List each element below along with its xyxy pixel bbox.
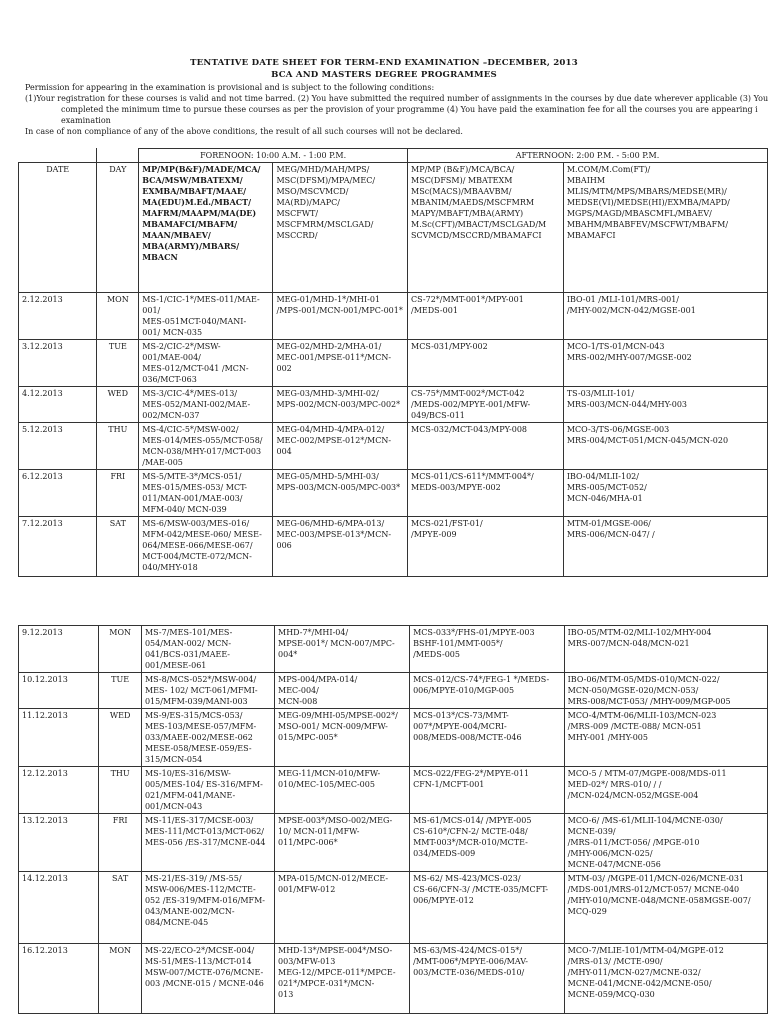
table-row xyxy=(19,626,768,673)
afternoon-courses-2: TS-03/MLII-101/ MRS-003/MCN-044/MHY-003 xyxy=(566,389,688,409)
afternoon-courses-2: MTM-01/MGSE-006/ MRS-006/MCN-047/ / xyxy=(566,519,655,539)
forenoon-courses-2: MPA-015/MCN-012/MECE- 001/MFW-012 xyxy=(278,874,389,894)
table-row xyxy=(19,814,768,872)
afternoon-courses-2: IBO-06/MTM-05/MDS-010/MCN-022/ MCN-050/MGSE-020/MCN-053/ MRS-008/MCT-053/ /MHY-009/MGP-005 xyxy=(567,675,731,706)
schedule-rows-1 xyxy=(19,293,768,577)
forenoon-courses-2: MEG-11/MCN-010/MFW- 010/MEC-105/MEC-005 xyxy=(278,769,381,789)
table-row xyxy=(19,293,768,340)
date-cell: 3.12.2013 xyxy=(22,342,63,351)
afternoon-courses-2: MCO-7/MLIE-101/MTM-04/MGPE-012 /MRS-013/ /MCTE-090/ /MHY-011/MCN-027/MCNE-032/ MCNE-041/MCNE-042/MCNE-050/ MCNE-059/MCQ-030 xyxy=(567,946,724,999)
date-cell: 4.12.2013 xyxy=(22,389,63,398)
date-cell: 16.12.2013 xyxy=(22,946,68,955)
day-cell: WED xyxy=(107,389,129,398)
condition-text-3: examination xyxy=(61,116,111,125)
day-column-header: DAY xyxy=(97,163,139,293)
day-cell: WED xyxy=(109,711,131,720)
date-cell: 6.12.2013 xyxy=(22,472,63,481)
date-column-header: DATE xyxy=(19,163,97,293)
forenoon-programmes-1: MP/MP(B&F)/MADE/MCA/ BCA/MSW/MBATEXM/ EXMBA/MBAFT/MAAE/ MA(EDU)M.Ed./MBACT/ MAFRM/MAAPM/MA(DE) MBAMAFCI/MBAFM/ MAAN/MBAEV/ MBA(ARMY)/MBARS/ MBACN xyxy=(142,164,261,262)
forenoon-courses-2: MEG-09/MHI-05/MPSE-002*/ MSO-001/ MCN-009/MFW- 015/MPC-005* xyxy=(278,711,398,742)
afternoon-courses-1: MCS-032/MCT-043/MPY-008 xyxy=(411,425,528,434)
forenoon-courses-1: MS-4/CIC-5*/MSW-002/ MES-014/MES-055/MCT-058/ MCN-038/MHY-017/MCT-003 /MAE-005 xyxy=(142,425,263,467)
table-row xyxy=(19,470,768,517)
blank-header-cell xyxy=(97,149,139,163)
date-cell: 9.12.2013 xyxy=(22,628,63,637)
afternoon-courses-1: MS-62/ MS-423/MCS-023/ CS-66/CFN-3/ /MCTE-035/MCFT- 006/MPYE-012 xyxy=(413,874,549,905)
afternoon-courses-2: MCO-1/TS-01/MCN-043 MRS-002/MHY-007/MGSE-002 xyxy=(566,342,692,362)
afternoon-courses-2: MCO-3/TS-06/MGSE-003 MRS-004/MCT-051/MCN-045/MCN-020 xyxy=(566,425,729,445)
forenoon-courses-2: MEG-05/MHD-5/MHI-03/ MPS-003/MCN-005/MPC-003* xyxy=(276,472,401,492)
afternoon-courses-2: IBO-01 /MLI-101/MRS-001/ /MHY-002/MCN-042/MGSE-001 xyxy=(566,295,696,315)
forenoon-courses-1: MS-22/ECO-2*/MCSE-004/ MS-51/MES-113/MCT-014 MSW-007/MCTE-076/MCNE- 003 /MCNE-015 / MCNE-046 xyxy=(144,946,264,988)
forenoon-courses-2: MEG-06/MHD-6/MPA-013/ MEC-003/MPSE-013*/MCN- 006 xyxy=(276,519,392,550)
table-row xyxy=(19,423,768,470)
table-row xyxy=(19,709,768,767)
conditions-intro: Permission for appearing in the examination is provisional and is subject to the following conditions: xyxy=(25,83,435,92)
forenoon-courses-2: MPSE-003*/MSO-002/MEG- 10/ MCN-011/MFW- 011/MPC-006* xyxy=(278,816,393,847)
date-cell: 5.12.2013 xyxy=(22,425,63,434)
forenoon-courses-2: MHD-13*/MPSE-004*/MSO- 003/MFW-013 MEG-12//MPCE-011*/MPCE- 021*/MPCE-031*/MCN- 013 xyxy=(278,946,396,999)
schedule-rows-2 xyxy=(19,626,768,1014)
page-subtitle: BCA AND MASTERS DEGREE PROGRAMMES xyxy=(271,70,497,80)
afternoon-programmes-1: MP/MP (B&F)/MCA/BCA/ MSC(DFSM)/ MBATEXM MSc(MACS)/MBAAVBM/ MBANIM/MAEDS/MSCFMRM MAPY/MBAFT/MBA(ARMY) M.Sc(CFT)/MBACT/MSCLGAD/M SCVMCD/MSCCRD/MBAMAFCI xyxy=(411,165,547,240)
forenoon-courses-1: MS-6/MSW-003/MES-016/ MFM-042/MESE-060/ MESE- 064/MESE-066/MESE-067/ MCT-004/MCTE-072/MCN- 040/MHY-018 xyxy=(142,519,262,572)
blank-header-cell xyxy=(19,149,97,163)
afternoon-courses-1: MCS-022/FEG-2*/MPYE-011 CFN-1/MCFT-001 xyxy=(413,769,530,789)
afternoon-courses-2: MCO-6/ /MS-61/MLII-104/MCNE-030/ MCNE-039/ /MRS-011/MCT-056/ /MPGE-010 /MHY-006/MCN-025/ MCNE-047/MCNE-056 xyxy=(567,816,723,869)
forenoon-courses-2: MHD-7*/MHI-04/ MPSE-001*/ MCN-007/MPC- 004* xyxy=(278,628,395,659)
day-cell: FRI xyxy=(110,472,126,481)
day-cell: MON xyxy=(109,946,131,955)
afternoon-courses-1: CS-72*/MMT-001*/MPY-001 /MEDS-001 xyxy=(411,295,524,315)
day-cell: FRI xyxy=(112,816,128,825)
afternoon-courses-1: MCS-012/CS-74*/FEG-1 */MEDS- 006/MPYE-010/MGP-005 xyxy=(413,675,550,695)
page-title: TENTATIVE DATE SHEET FOR TERM-END EXAMINATION –DECEMBER, 2013 xyxy=(190,58,578,68)
non-compliance-note: In case of non compliance of any of the above conditions, the result of all such courses will not be declared. xyxy=(25,127,463,136)
day-cell: SAT xyxy=(112,874,129,883)
programme-header-row xyxy=(19,163,768,293)
forenoon-programmes-2: MEG/MHD/MAH/MPS/ MSC(DFSM)/MPA/MEC/ MSO/MSCVMCD/ MA(RD)/MAPC/ MSCFWT/ MSCFMRM/MSCLGAD/ MSCCRD/ xyxy=(276,165,376,240)
afternoon-courses-1: MCS-033*/FHS-01/MPYE-003 BSHF-101/MMT-005*/ /MEDS-005 xyxy=(413,628,535,659)
forenoon-courses-1: MS-3/CIC-4*/MES-013/ MES-052/MANI-002/MAE- 002/MCN-037 xyxy=(142,389,251,420)
table-row xyxy=(19,944,768,1014)
day-cell: SAT xyxy=(109,519,126,528)
forenoon-header: FORENOON: 10:00 A.M. - 1:00 P.M. xyxy=(139,149,408,163)
forenoon-courses-1: MS-7/MES-101/MES- 054/MAN-002/ MCN- 041/BCS-031/MAEE- 001/MESE-061 xyxy=(144,628,233,670)
forenoon-courses-2: MPS-004/MPA-014/ MEC-004/ MCN-008 xyxy=(278,675,358,706)
forenoon-courses-2: MEG-02/MHD-2/MHA-01/ MEC-001/MPSE-011*/MCN- 002 xyxy=(276,342,392,373)
session-header-row xyxy=(19,149,768,163)
afternoon-courses-1: MCS-013*/CS-73/MMT- 007*/MPYE-004/MCRI- 008/MEDS-008/MCTE-046 xyxy=(413,711,522,742)
forenoon-courses-1: MS-9/ES-315/MCS-053/ MES-103/MESE-057/MFM- 033/MAEE-002/MESE-062 MESE-058/MESE-059/ES- 315/MCN-054 xyxy=(144,711,257,764)
afternoon-courses-2: MCO-5 / MTM-07/MGPE-008/MDS-011 MED-02*/ MRS-010/ / / /MCN-024/MCN-052/MGSE-004 xyxy=(567,769,727,800)
afternoon-header: AFTERNOON: 2:00 P.M. - 5:00 P.M. xyxy=(408,149,768,163)
day-cell: TUE xyxy=(111,675,130,684)
table-row xyxy=(19,517,768,577)
table-row xyxy=(19,387,768,423)
table-row xyxy=(19,673,768,709)
afternoon-courses-2: MTM-03/ /MGPE-011/MCN-026/MCNE-031 /MDS-001/MRS-012/MCT-057/ MCNE-040 /MHY-010/MCNE-048/MCNE-058MGSE-007/ MCQ-029 xyxy=(567,874,751,916)
forenoon-courses-1: MS-8/MCS-052*/MSW-004/ MES- 102/ MCT-061/MFMI- 015/MFM-039/MANI-003 xyxy=(144,675,258,706)
date-cell: 14.12.2013 xyxy=(22,874,68,883)
forenoon-courses-1: MS-2/CIC-2*/MSW- 001/MAE-004/ MES-012/MCT-041 /MCN- 036/MCT-063 xyxy=(142,342,249,384)
date-cell: 13.12.2013 xyxy=(22,816,68,825)
forenoon-courses-1: MS-11/ES-317/MCSE-003/ MES-111/MCT-013/MCT-062/ MES-056 /ES-317/MCNE-044 xyxy=(144,816,266,847)
afternoon-courses-2: MCO-4/MTM-06/MLII-103/MCN-023 /MRS-009 /MCTE-088/ MCN-051 MHY-001 /MHY-005 xyxy=(567,711,717,742)
date-cell: 2.12.2013 xyxy=(22,295,63,304)
forenoon-courses-2: MEG-04/MHD-4/MPA-012/ MEC-002/MPSE-012*/MCN- 004 xyxy=(276,425,392,456)
date-cell: 11.12.2013 xyxy=(22,711,68,720)
date-sheet-table-2 xyxy=(18,625,768,1014)
date-cell: 7.12.2013 xyxy=(22,519,63,528)
forenoon-courses-2: MEG-01/MHD-1*/MHI-01 /MPS-001/MCN-001/MPC-001* xyxy=(276,295,403,315)
table-row xyxy=(19,767,768,814)
afternoon-courses-1: MCS-021/FST-01/ /MPYE-009 xyxy=(411,519,483,539)
day-cell: MON xyxy=(109,628,131,637)
forenoon-courses-1: MS-10/ES-316/MSW- 005/MES-104/ ES-316/MFM- 021/MFM-041/MANE- 001/MCN-043 xyxy=(144,769,263,811)
forenoon-courses-1: MS-1/CIC-1*/MES-011/MAE- 001/ MES-051MCT-040/MANI- 001/ MCN-035 xyxy=(142,295,260,337)
table-row xyxy=(19,340,768,387)
date-cell: 12.12.2013 xyxy=(22,769,68,778)
date-cell: 10.12.2013 xyxy=(22,675,68,684)
afternoon-courses-1: MS-63/MS-424/MCS-015*/ /MMT-006*/MPYE-006/MAV- 003/MCTE-036/MEDS-010/ xyxy=(413,946,528,977)
afternoon-courses-1: MCS-011/CS-611*/MMT-004*/ MEDS-003/MPYE-002 xyxy=(411,472,534,492)
date-sheet-table-1 xyxy=(18,148,768,577)
forenoon-courses-2: MEG-03/MHD-3/MHI-02/ MPS-002/MCN-003/MPC-002* xyxy=(276,389,401,409)
day-cell: TUE xyxy=(108,342,127,351)
condition-text-2: completed the minimum time to pursue these courses as per the provision of your programme (4) You have paid the examination fee for all the courses you are appearing i xyxy=(61,105,758,114)
day-cell: THU xyxy=(108,425,128,434)
afternoon-courses-2: IBO-04/MLII-102/ MRS-005/MCT-052/ MCN-046/MHA-01 xyxy=(566,472,647,503)
forenoon-courses-1: MS-21/ES-319/ /MS-55/ MSW-006/MES-112/MCTE- 052 /ES-319/MFM-016/MFM- 043/MANE-002/MCN- 084/MCNE-045 xyxy=(144,874,265,927)
afternoon-programmes-2: M.COM/M.Com(FT)/ MBAIHM MLIS/MTM/MPS/MBARS/MEDSE(MR)/ MEDSE(VI)/MEDSE(HI)/EXMBA/MAPD/ MGPS/MAGD/MBASCMFL/MBAEV/ MBAHM/MBABFEV/MSCFWT/MBAFM/ MBAMAFCI xyxy=(566,165,730,240)
afternoon-courses-1: MS-61/MCS-014/ /MPYE-005 CS-610*/CFN-2/ MCTE-048/ MMT-003*/MCR-010/MCTE- 034/MEDS-009 xyxy=(413,816,532,858)
afternoon-courses-1: MCS-031/MPY-002 xyxy=(411,342,488,351)
forenoon-courses-1: MS-5/MTE-3*/MCS-051/ MES-015/MES-053/ MCT- 011/MAN-001/MAE-003/ MFM-040/ MCN-039 xyxy=(142,472,248,514)
day-cell: MON xyxy=(106,295,129,304)
day-cell: THU xyxy=(110,769,130,778)
afternoon-courses-2: IBO-05/MTM-02/MLI-102/MHY-004 MRS-007/MCN-048/MCN-021 xyxy=(567,628,712,648)
afternoon-courses-1: CS-75*/MMT-002*/MCT-042 /MEDS-002/MPYE-001/MFW- 049/BCS-011 xyxy=(411,389,531,420)
table-row xyxy=(19,872,768,944)
condition-text-1: (1)Your registration for these courses is valid and not time barred. (2) You have submitted the required number of assignments in the courses by due date wherever applicable (3) You xyxy=(25,94,768,103)
